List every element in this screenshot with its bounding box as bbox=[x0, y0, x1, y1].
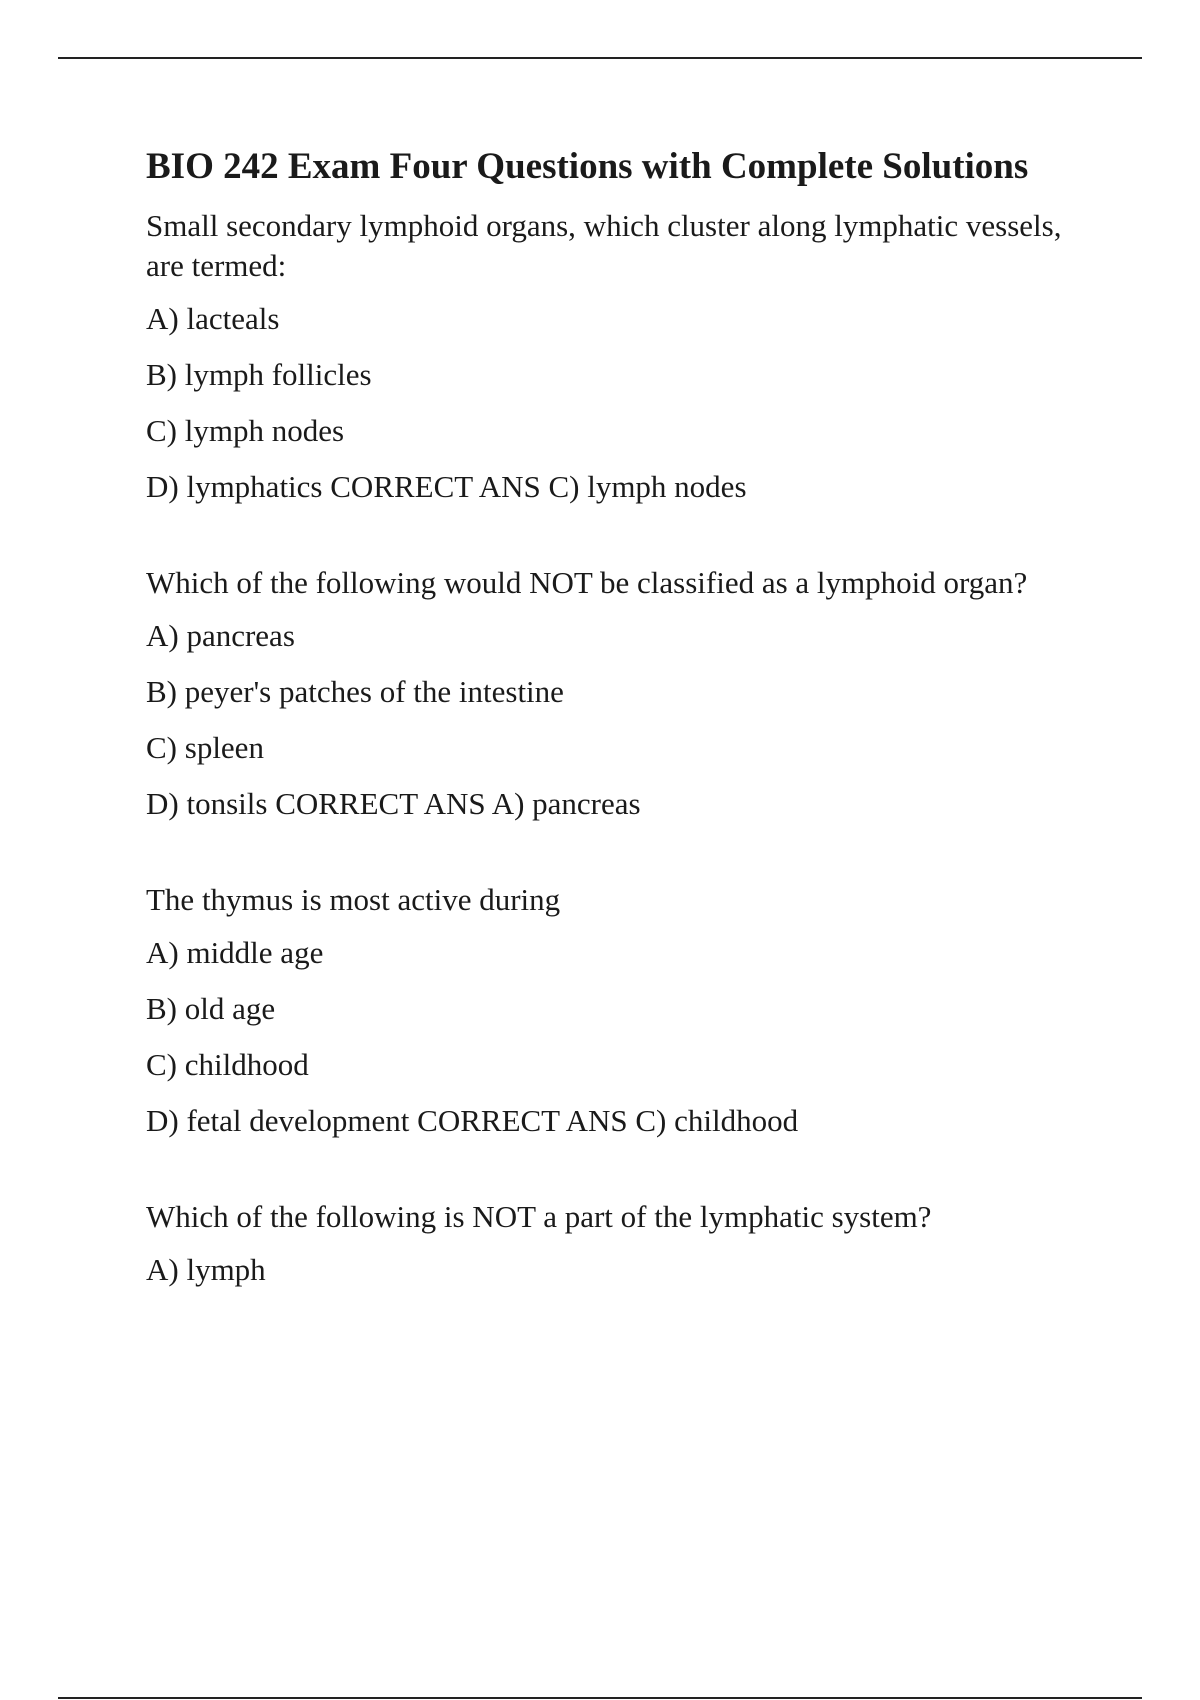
option-d: D) fetal development bbox=[146, 1103, 410, 1138]
option-a: A) middle age bbox=[146, 935, 324, 970]
question-4 bbox=[146, 1197, 1086, 1290]
option-b: B) old age bbox=[146, 991, 276, 1026]
document-page bbox=[146, 142, 1086, 1346]
question-2 bbox=[146, 563, 1086, 824]
question-text: Small secondary lymphoid organs, which cluster along lymphatic vessels, are termed: bbox=[146, 208, 1062, 283]
question-text: Which of the following is NOT a part of the lymphatic system? bbox=[146, 1199, 932, 1234]
option-a: A) lacteals bbox=[146, 301, 280, 336]
question-text: The thymus is most active during bbox=[146, 882, 561, 917]
header-rule bbox=[58, 57, 1142, 59]
option-a: A) pancreas bbox=[146, 618, 295, 653]
footer-rule bbox=[58, 1697, 1142, 1699]
option-b: B) lymph follicles bbox=[146, 357, 372, 392]
question-3 bbox=[146, 880, 1086, 1141]
correct-answer: CORRECT ANS C) lymph nodes bbox=[330, 469, 747, 504]
option-d: D) tonsils bbox=[146, 786, 268, 821]
correct-answer: CORRECT ANS C) childhood bbox=[417, 1103, 799, 1138]
question-1 bbox=[146, 206, 1086, 507]
option-b: B) peyer's patches of the intestine bbox=[146, 674, 564, 709]
option-c: C) spleen bbox=[146, 730, 264, 765]
document-title: BIO 242 Exam Four Questions with Complete Solutions bbox=[146, 146, 1029, 187]
option-c: C) childhood bbox=[146, 1047, 309, 1082]
option-d-with-answer bbox=[146, 784, 1086, 824]
option-d-with-answer bbox=[146, 467, 1086, 507]
correct-answer: CORRECT ANS A) pancreas bbox=[275, 786, 641, 821]
option-d: D) lymphatics bbox=[146, 469, 323, 504]
option-d-with-answer bbox=[146, 1101, 1086, 1141]
option-a: A) lymph bbox=[146, 1252, 266, 1287]
option-c: C) lymph nodes bbox=[146, 413, 345, 448]
question-text: Which of the following would NOT be classified as a lymphoid organ? bbox=[146, 565, 1028, 600]
